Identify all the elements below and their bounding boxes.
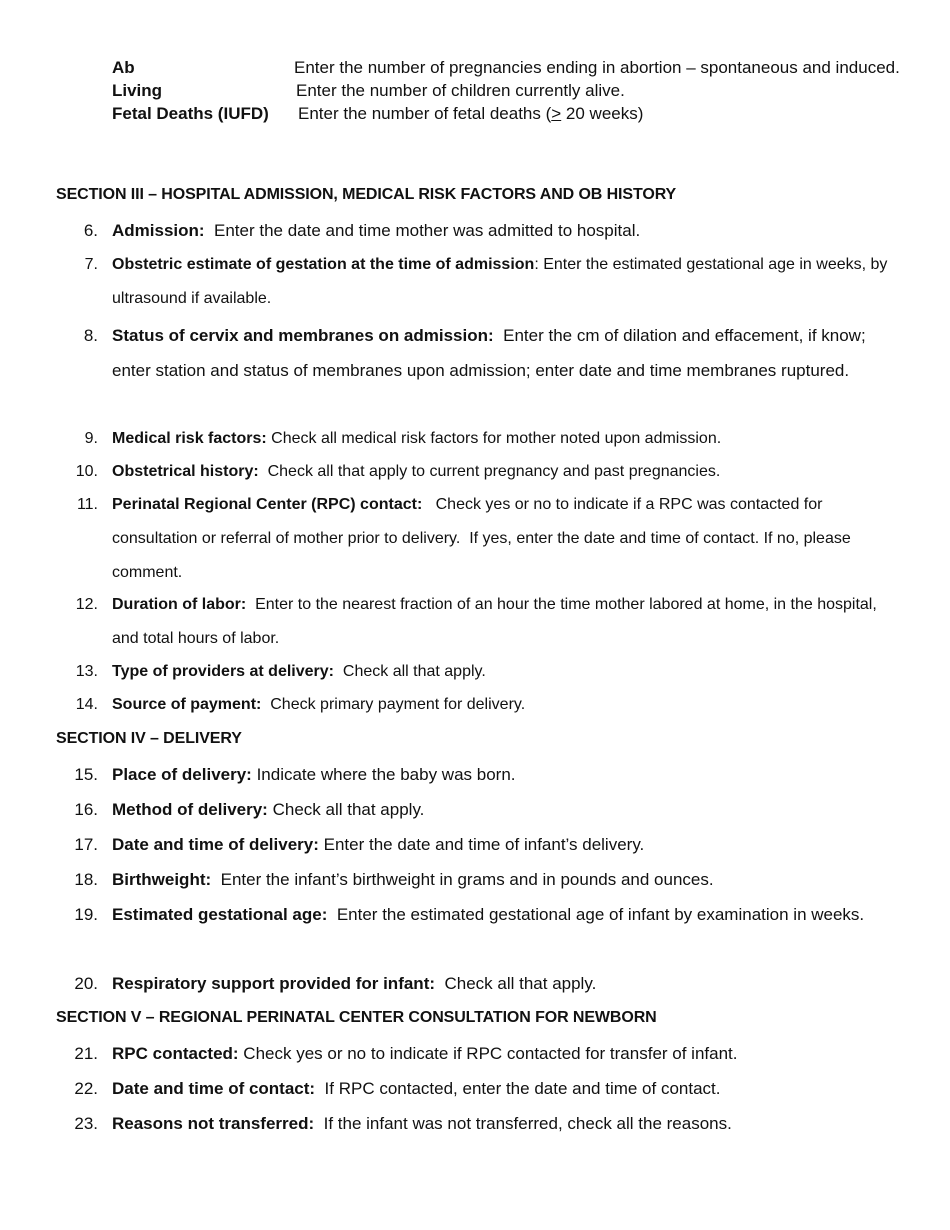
section-3-heading: SECTION III – HOSPITAL ADMISSION, MEDICAL RISK FACTORS AND OB HISTORY bbox=[56, 186, 677, 203]
item-text: Enter the cm of dilation and effacement, if know; enter station and status of membranes upon admission; enter date and time membranes ruptured. bbox=[112, 326, 871, 380]
item-text: If the infant was not transferred, check all the reasons. bbox=[314, 1114, 732, 1133]
item-text: Check yes or no to indicate if RPC contacted for transfer of infant. bbox=[238, 1044, 738, 1063]
item-text: Check all medical risk factors for mother noted upon admission. bbox=[266, 430, 722, 447]
section-4-heading: SECTION IV – DELIVERY bbox=[56, 730, 242, 747]
item-number: 6. bbox=[83, 221, 98, 240]
item-text: Check all that apply. bbox=[334, 663, 486, 680]
item-label: Estimated gestational age: bbox=[112, 905, 328, 924]
item-number: 11. bbox=[76, 496, 98, 513]
item-label: Obstetric estimate of gestation at the time of admission bbox=[112, 256, 535, 273]
item-text: Enter to the nearest fraction of an hour the time mother labored at home, in the hospital, and total hours of labor. bbox=[112, 596, 882, 647]
definition-term: Fetal Deaths (IUFD) bbox=[112, 104, 269, 123]
item-label: Medical risk factors: bbox=[112, 430, 267, 447]
definition-desc bbox=[298, 102, 902, 125]
definition-term: Ab bbox=[112, 58, 135, 77]
item-text: Enter the date and time mother was admitted to hospital. bbox=[204, 221, 641, 240]
item-number: 9. bbox=[84, 430, 98, 447]
list-item-13 bbox=[56, 655, 896, 689]
definition-term: Living bbox=[112, 81, 163, 100]
item-text: Indicate where the baby was born. bbox=[251, 765, 516, 784]
item-number: 19. bbox=[74, 905, 98, 924]
item-text: Check all that apply to current pregnancy and past pregnancies. bbox=[258, 463, 721, 480]
item-label: Type of providers at delivery: bbox=[112, 663, 334, 680]
item-text: Check primary payment for delivery. bbox=[261, 696, 526, 713]
item-label: RPC contacted: bbox=[112, 1044, 239, 1063]
list-item-23 bbox=[56, 1106, 896, 1141]
item-text: If RPC contacted, enter the date and time of contact. bbox=[315, 1079, 721, 1098]
item-text: Check all that apply. bbox=[435, 974, 597, 993]
list-item-20 bbox=[56, 966, 896, 1001]
definition-fetal-deaths bbox=[112, 102, 902, 125]
item-number: 8. bbox=[83, 326, 98, 345]
definition-desc: Enter the number of pregnancies ending in abortion – spontaneous and induced. bbox=[294, 58, 900, 77]
item-text: Check all that apply. bbox=[267, 800, 425, 819]
list-item-7 bbox=[56, 248, 896, 316]
list-item-19 bbox=[56, 897, 896, 932]
item-label: Place of delivery: bbox=[112, 765, 252, 784]
item-number: 17. bbox=[74, 835, 98, 854]
item-text: : Enter the estimated gestational age in weeks, by ultrasound if available. bbox=[112, 256, 888, 307]
item-number: 22. bbox=[74, 1079, 98, 1098]
list-item-14 bbox=[56, 688, 896, 722]
item-label: Respiratory support provided for infant: bbox=[112, 974, 436, 993]
item-number: 16. bbox=[74, 800, 98, 819]
definitions-list bbox=[112, 56, 902, 125]
item-number: 10. bbox=[75, 463, 98, 480]
item-number: 18. bbox=[74, 870, 98, 889]
list-item-6 bbox=[56, 213, 896, 248]
list-item-15 bbox=[56, 757, 896, 792]
item-number: 7. bbox=[84, 256, 98, 273]
list-item-11 bbox=[56, 488, 896, 590]
list-item-21 bbox=[56, 1036, 896, 1071]
item-number: 12. bbox=[75, 596, 98, 613]
list-item-12 bbox=[56, 588, 896, 656]
item-label: Admission: bbox=[112, 221, 205, 240]
definition-living bbox=[112, 79, 902, 102]
item-label: Reasons not transferred: bbox=[112, 1114, 315, 1133]
definition-desc-post: 20 weeks) bbox=[561, 104, 644, 123]
greater-equal-symbol: > bbox=[551, 104, 562, 123]
item-label: Obstetrical history: bbox=[112, 463, 259, 480]
definition-desc: Enter the number of children currently alive. bbox=[296, 81, 625, 100]
item-label: Method of delivery: bbox=[112, 800, 268, 819]
item-label: Perinatal Regional Center (RPC) contact: bbox=[112, 496, 423, 513]
item-number: 14. bbox=[75, 696, 98, 713]
item-text: Check yes or no to indicate if a RPC was contacted for consultation or referral of mother prior to delivery. If yes, enter the date and time of contact. If no, please comment. bbox=[112, 496, 856, 581]
item-label: Date and time of delivery: bbox=[112, 835, 319, 854]
definition-desc-pre: Enter the number of fetal deaths ( bbox=[298, 104, 552, 123]
definition-ab bbox=[112, 56, 902, 79]
list-item-16 bbox=[56, 792, 896, 827]
item-label: Status of cervix and membranes on admission: bbox=[112, 326, 494, 345]
item-text: Enter the infant’s birthweight in grams and in pounds and ounces. bbox=[211, 870, 714, 889]
item-text: Enter the date and time of infant’s delivery. bbox=[318, 835, 645, 854]
section-5-heading: SECTION V – REGIONAL PERINATAL CENTER CONSULTATION FOR NEWBORN bbox=[56, 1009, 657, 1026]
item-label: Date and time of contact: bbox=[112, 1079, 316, 1098]
item-number: 15. bbox=[74, 765, 98, 784]
item-label: Source of payment: bbox=[112, 696, 262, 713]
list-item-9 bbox=[56, 422, 896, 456]
item-label: Birthweight: bbox=[112, 870, 212, 889]
item-number: 13. bbox=[75, 663, 98, 680]
item-number: 20. bbox=[74, 974, 98, 993]
list-item-8 bbox=[56, 318, 896, 388]
list-item-17 bbox=[56, 827, 896, 862]
item-number: 21. bbox=[74, 1044, 98, 1063]
list-item-22 bbox=[56, 1071, 896, 1106]
list-item-10 bbox=[56, 455, 896, 489]
item-number: 23. bbox=[74, 1114, 98, 1133]
item-label: Duration of labor: bbox=[112, 596, 247, 613]
item-text: Enter the estimated gestational age of infant by examination in weeks. bbox=[327, 905, 865, 924]
list-item-18 bbox=[56, 862, 896, 897]
